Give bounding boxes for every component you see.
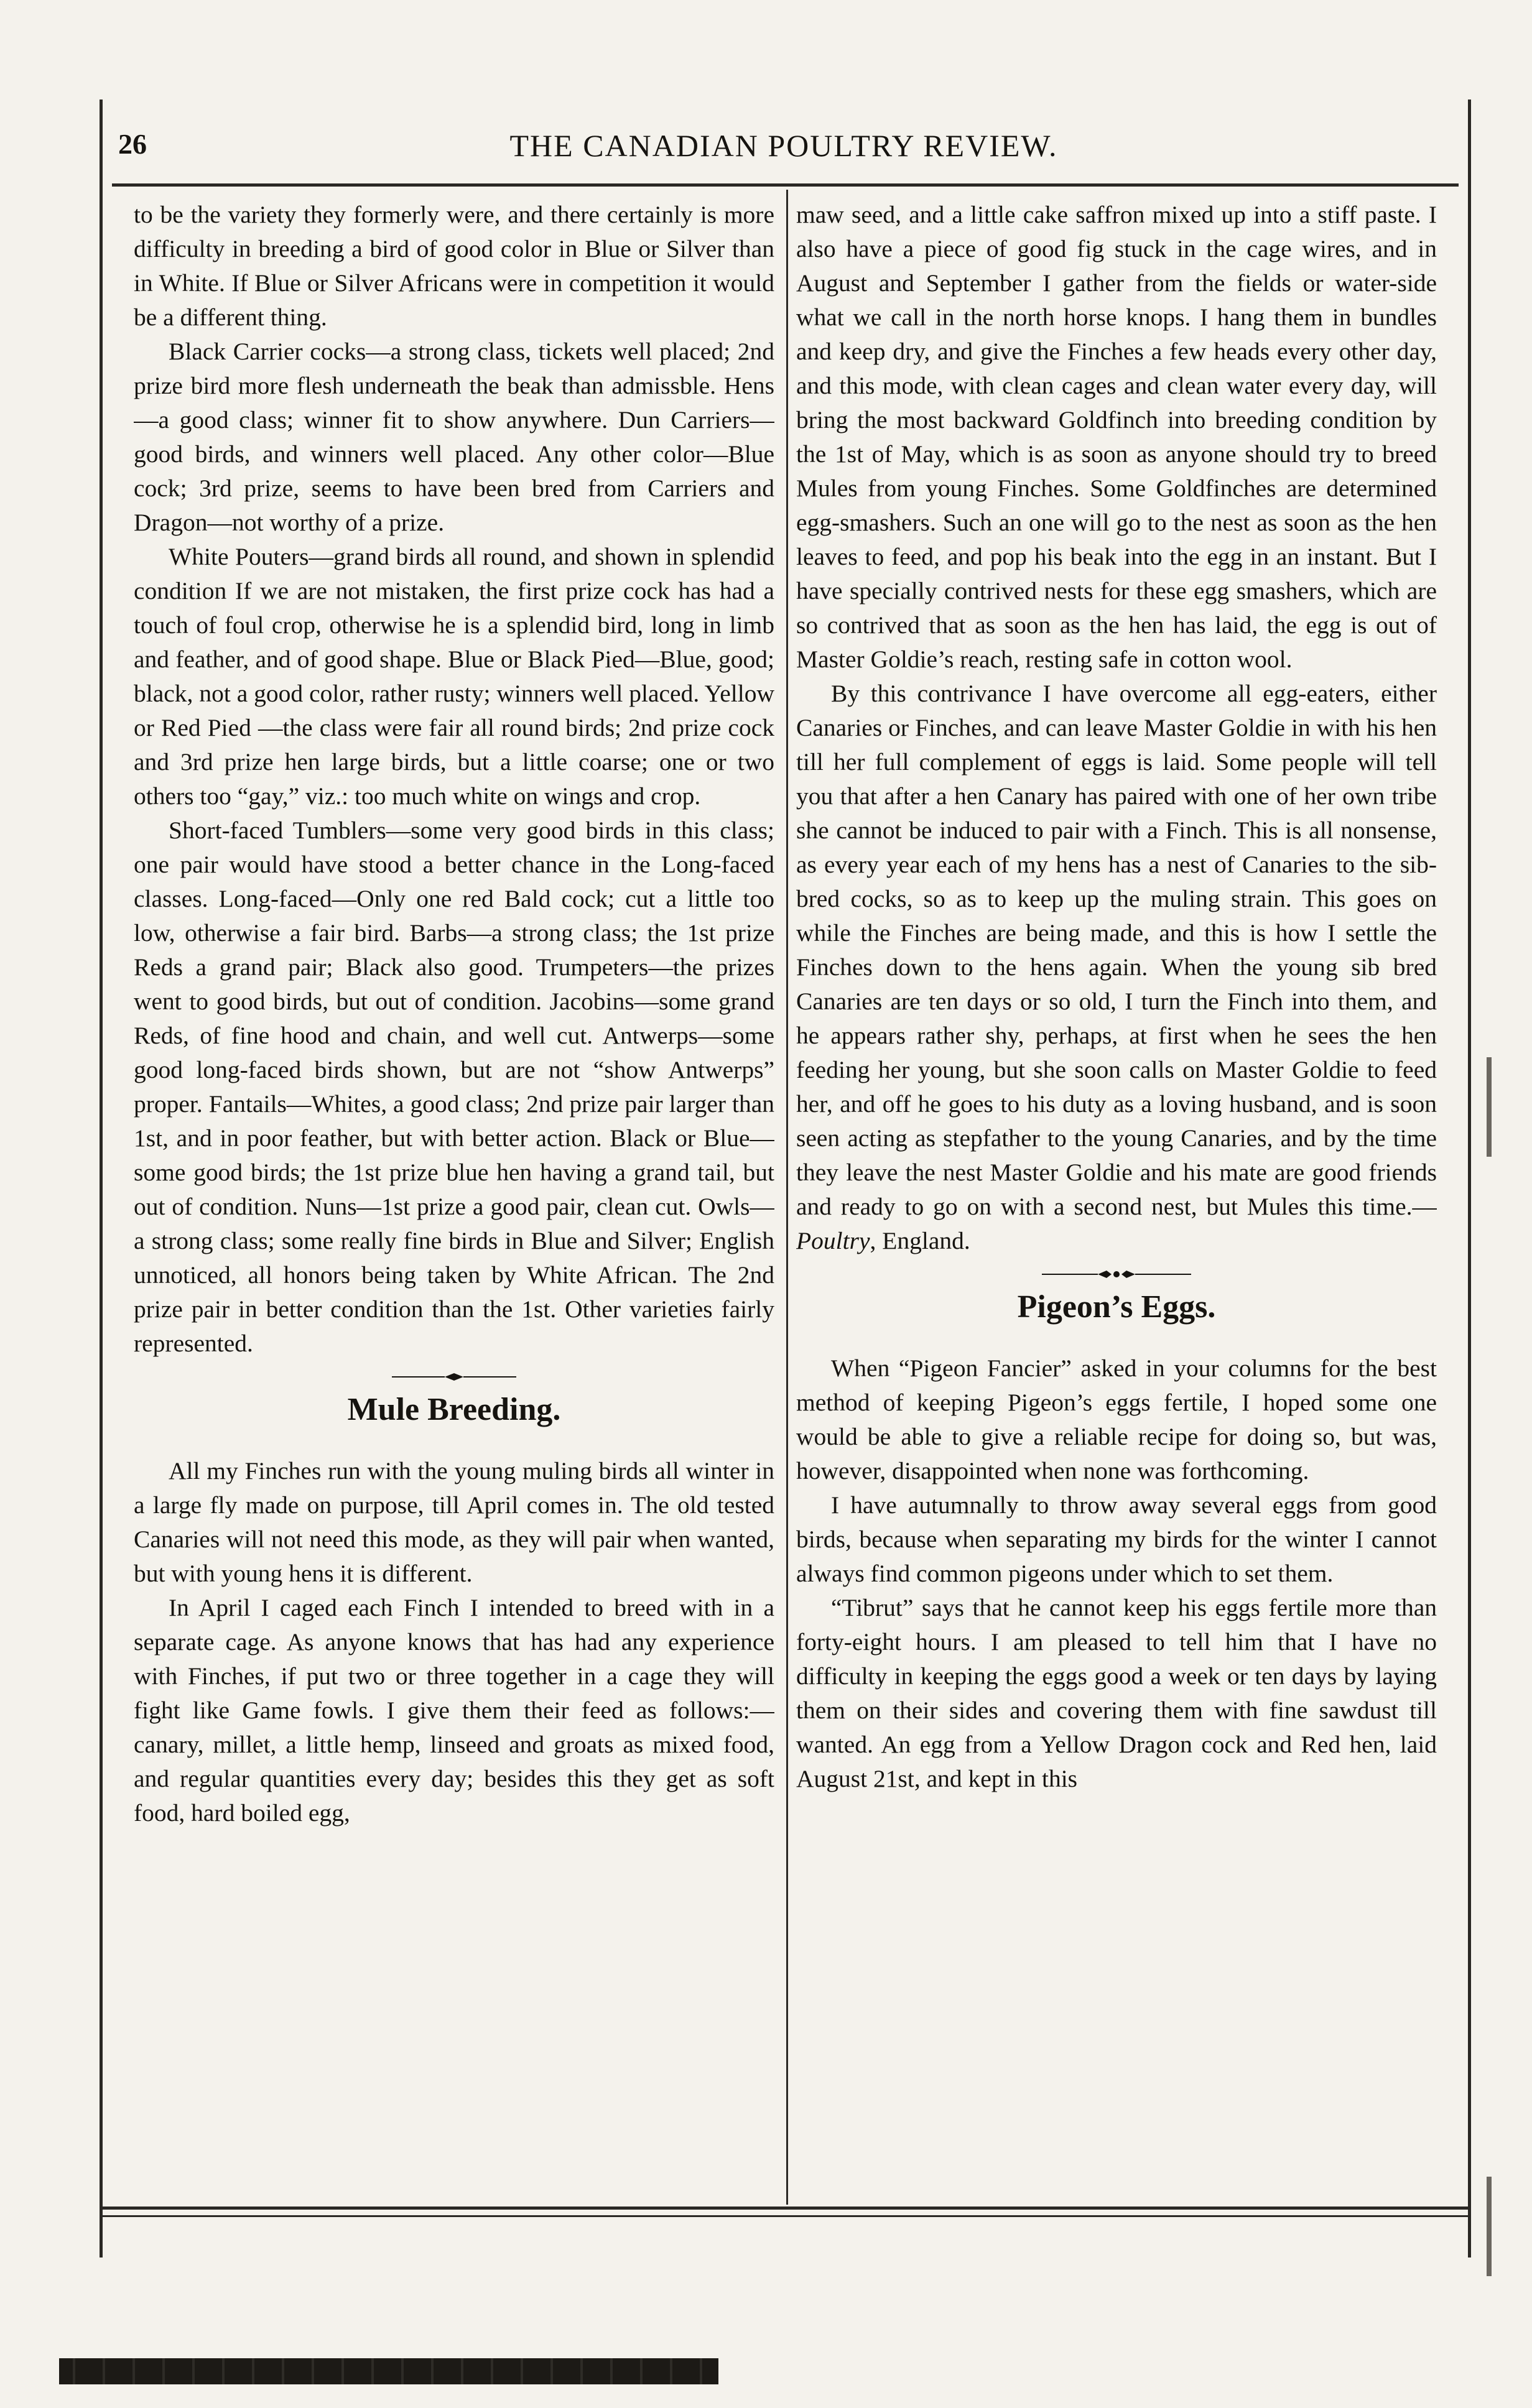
- footer-rule-thin: [100, 2215, 1468, 2217]
- page-number: 26: [118, 128, 147, 160]
- article-paragraph: maw seed, and a little cake saffron mixed up into a stiff paste. I also have a piece of good fig stuck in the cage wires, and in August and September I gather from the fields or water-side what we call in the north horse knops. I hang them in bundles and keep dry, and give the Finches a few heads every other day, and this mode, with clean cages and clean water every day, will bring the most backward Goldfinch into breeding condition by the 1st of May, which is as soon as anyone should try to breed Mules from young Finches. Some Goldfinches are determined egg-smashers. Such an one will go to the nest as soon as the hen leaves to feed, and pop his beak into the egg in an instant. But I have specially contrived nests for these egg smashers, which are so contrived that as soon as the hen has laid, the egg is out of Master Goldie’s reach, resting safe in cotton wool.: [796, 201, 1437, 673]
- attribution-place: , England.: [870, 1227, 970, 1254]
- left-column: [134, 198, 774, 2200]
- article-paragraph: When “Pigeon Fancier” asked in your columns for the best method of keeping Pigeon’s eggs fertile, I hoped some one would be able to give a reliable recipe for doing so, but was, however, disappointed when none was forthcoming.: [796, 1354, 1437, 1484]
- article-paragraph: “Tibrut” says that he cannot keep his eggs fertile more than forty-eight hours. I am pleased to tell him that I have no difficulty in keeping the eggs good a week or ten days by laying them on their sides and covering them with fine sawdust till wanted. An egg from a Yellow Dragon cock and Red hen, laid August 21st, and kept in this: [796, 1594, 1437, 1792]
- footer-rule: [100, 2207, 1468, 2210]
- running-header: [100, 109, 1468, 183]
- scan-edge-mark: [1487, 2177, 1492, 2276]
- article-paragraph: Black Carrier cocks—a strong class, tickets well placed; 2nd prize bird more flesh underneath the beak than admissble. Hens—a good class; winner fit to show anywhere. Dun Carriers—good birds, and winners well placed. Any other color—Blue cock; 3rd prize, seems to have been bred from Carriers and Dragon—not worthy of a prize.: [134, 338, 774, 536]
- section-divider-ornament: [134, 1369, 774, 1388]
- article-paragraph: Short-faced Tumblers—some very good birds in this class; one pair would have stood a better chance in the Long-faced classes. Long-faced—Only one red Bald cock; cut a little too low, otherwise a fair bird. Barbs—a strong class; the 1st prize Reds a grand pair; Black also good. Trumpeters—the prizes went to good birds, but out of condition. Jacobins—some grand Reds, of fine hood and chain, and well cut. Antwerps—some good long-faced birds shown, but are not “show Antwerps” proper. Fantails—Whites, a good class; 2nd prize pair larger than 1st, and in poor feather, but with better action. Black or Blue—some good birds; the 1st prize blue hen having a grand tail, but out of condition. Nuns—1st prize a good pair, clean cut. Owls—a strong class; some really fine birds in Blue and Silver; English unnoticed, all honors being taken by White African. The 2nd prize pair in better condition than the 1st. Other varieties fairly represented.: [134, 817, 774, 1357]
- article-paragraph-text: By this contrivance I have overcome all egg-eaters, either Canaries or Finches, and can leave Master Goldie in with his hen till her full complement of eggs is laid. Some people will tell you that after a hen Canary has paired with one of her own tribe she cannot be induced to pair with a Finch. This is all nonsense, as every year each of my hens has a nest of Canaries to the sib-bred cocks, so as to keep up the muling strain. This goes on while the Finches are being made, and this is how I settle the Finches down to the hens again. When the young sib bred Canaries are ten days or so old, I turn the Finch into them, and he appears rather shy, perhaps, at first when he sees the hen feeding her young, but she soon calls on Master Goldie to feed her, and off he goes to his duty as a loving husband, and is soon seen acting as stepfather to the young Canaries, and by the time they leave the nest Master Goldie and his mate are good friends and ready to go on with a second nest, but Mules this time.—: [796, 680, 1437, 1220]
- publication-title: THE CANADIAN POULTRY REVIEW.: [509, 128, 1058, 163]
- article-paragraph: I have autumnally to throw away several eggs from good birds, because when separating my birds for the winter I cannot always find common pigeons under which to set them.: [796, 1491, 1437, 1587]
- attribution-source: Poultry: [796, 1227, 870, 1254]
- article-paragraph: All my Finches run with the young muling birds all winter in a large fly made on purpose, till April comes in. The old tested Canaries will not need this mode, as they will pair when wanted, but with young hens it is different.: [134, 1457, 774, 1587]
- header-rule: [112, 183, 1459, 187]
- section-divider-ornament: [796, 1267, 1437, 1285]
- scan-margin-strip: [59, 2358, 718, 2384]
- section-title-pigeons-eggs: Pigeon’s Eggs.: [1017, 1289, 1216, 1325]
- article-paragraph: [796, 677, 1437, 1258]
- column-divider: [786, 190, 788, 2205]
- scan-edge-mark: [1487, 1057, 1492, 1157]
- article-paragraph: In April I caged each Finch I intended to breed with in a separate cage. As anyone knows that has had any experience with Finches, if put two or three together in a cage they will fight like Game fowls. I give them their feed as follows:—canary, millet, a little hemp, linseed and groats as mixed food, and regular quantities every day; besides this they get as soft food, hard boiled egg,: [134, 1594, 774, 1827]
- right-column: [796, 198, 1437, 2200]
- article-paragraph: White Pouters—grand birds all round, and shown in splendid condition If we are not mistaken, the first prize cock has had a touch of foul crop, otherwise he is a splendid bird, long in limb and feather, and of good shape. Blue or Black Pied—Blue, good; black, not a good color, rather rusty; winners well placed. Yellow or Red Pied —the class were fair all round birds; 2nd prize cock and 3rd prize hen large birds, but a little coarse; one or two others too “gay,” viz.: too much white on wings and crop.: [134, 543, 774, 810]
- article-paragraph: to be the variety they formerly were, and there certainly is more difficulty in breeding a bird of good color in Blue or Silver than in White. If Blue or Silver Africans were in competition it would be a different thing.: [134, 201, 774, 331]
- section-title-mule-breeding: Mule Breeding.: [347, 1392, 561, 1427]
